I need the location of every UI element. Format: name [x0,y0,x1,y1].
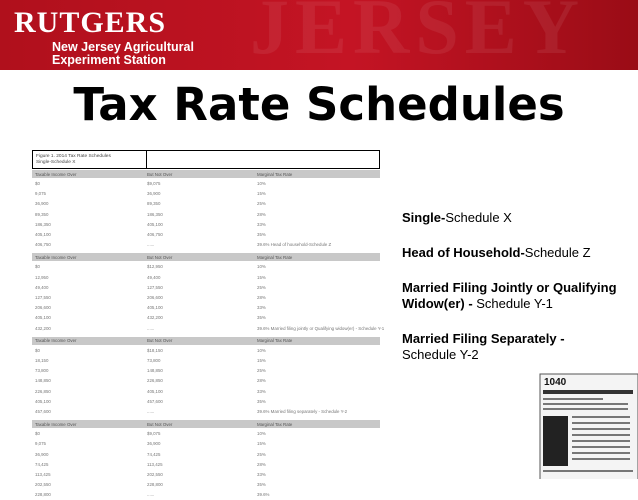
table-cell: 73,800 [35,368,49,374]
table-cell: 35% [257,482,266,488]
table-row [32,431,380,439]
table-row [32,201,380,209]
table-row [32,462,380,470]
table-row [32,285,380,293]
table-cell: 28% [257,378,266,384]
table-row [32,242,380,250]
table-cell: 202,550 [35,482,51,488]
logo-subtitle-line2: Experiment Station [52,53,166,67]
table-cell: 25% [257,368,266,374]
table-row [32,409,380,417]
table-cell: 12,950 [35,274,49,280]
table-cell: 206,600 [35,305,51,311]
table-row [32,482,380,490]
table-cell: 405,100 [35,398,51,404]
table-cell: 113,425 [147,461,163,467]
tax-table-figure [32,150,385,498]
table-row [32,181,380,189]
column-header: Taxable Income Over [35,171,77,177]
table-cell: 39.6% [257,492,270,498]
table-row [32,191,380,199]
table-cell: 35% [257,232,266,237]
table-cell: 9,075 [35,441,46,447]
table-cell: 25% [257,451,266,457]
column-header: Taxable Income Over [35,254,77,260]
table-cell: 39.6% Married filing jointly or Qualifying widow(er) - Schedule Y-1 [257,325,385,331]
table-cell: 15% [257,441,266,447]
figure-caption-line2: Single-Schedule X [36,160,76,165]
table-row [32,212,380,220]
table-cell: 405,100 [35,315,51,321]
table-cell: $9,075 [147,431,161,437]
table-cell: 113,425 [35,471,51,477]
table-cell: 202,550 [147,471,163,477]
table-cell: 228,800 [147,482,163,488]
table-cell: 405,100 [147,221,163,227]
table-row [32,399,380,407]
table-row [32,378,380,386]
table-row [32,441,380,449]
table-row [32,305,380,313]
column-header: But Not Over [147,171,173,177]
column-header: But Not Over [147,421,173,427]
table-cell: 186,350 [35,221,51,227]
column-header: Taxable Income Over [35,421,77,427]
table-cell: $9,075 [147,181,161,186]
table-cell: ...... [147,492,155,498]
table-row [32,264,380,272]
table-cell: 25% [257,284,266,290]
table-cell: 432,200 [35,325,51,331]
table-cell: 33% [257,471,266,477]
table-cell: 127,550 [147,284,163,290]
figure-caption-line1: Figure 1. 2014 Tax Rate Schedules [36,154,111,159]
table-cell: 186,350 [147,211,163,217]
table-cell: 15% [257,191,266,197]
logo-subtitle-line1: New Jersey Agricultural [52,40,194,54]
table-cell: 457,600 [147,398,163,404]
column-header: Marginal Tax Rate [257,421,293,427]
column-header: Marginal Tax Rate [257,338,293,344]
table-cell: 148,850 [35,378,51,384]
table-row [32,232,380,240]
table-cell: 28% [257,461,266,467]
table-cell: 226,850 [35,388,51,394]
table-header-row [32,170,380,178]
table-cell: 10% [257,347,266,353]
form-number: 1040 [544,377,567,388]
table-row [32,452,380,460]
table-cell: 74,425 [35,461,49,467]
table-cell: 35% [257,398,266,404]
form-1040-thumbnail [538,372,638,479]
table-cell: 405,100 [35,232,51,237]
table-cell: 35% [257,315,266,321]
column-header: But Not Over [147,338,173,344]
figure-caption-box [32,150,380,169]
table-cell: ...... [147,242,155,248]
table-cell: 432,200 [147,315,163,321]
table-cell: 49,400 [147,274,161,280]
table-header-row [32,253,380,261]
table-row [32,492,380,500]
table-cell: 33% [257,388,266,394]
caption-divider [146,151,147,168]
table-cell: 15% [257,274,266,280]
table-cell: 36,900 [147,191,161,197]
legend-single: Single-Schedule X [402,210,512,225]
table-cell: $0 [35,431,40,437]
table-cell: 28% [257,294,266,300]
table-cell: 36,900 [35,201,49,207]
table-cell: 9,075 [35,191,46,197]
rutgers-logo: RUTGERS [14,6,167,39]
table-row [32,325,385,334]
column-header: Marginal Tax Rate [257,171,293,177]
table-cell: 405,100 [147,388,163,394]
column-header: But Not Over [147,254,173,260]
schedule-legend [402,210,622,382]
table-row [32,222,380,230]
table-cell: 36,900 [35,451,49,457]
table-cell: 15% [257,357,266,363]
table-cell: 25% [257,201,266,207]
table-row [32,358,380,366]
table-cell: 73,800 [147,357,161,363]
table-cell: 228,800 [35,492,51,498]
table-cell: 36,900 [147,441,161,447]
table-header-row [32,337,380,345]
table-cell: 33% [257,305,266,311]
table-cell: $18,150 [147,347,163,353]
table-cell: 33% [257,221,266,227]
table-cell: 406,750 [35,242,51,248]
column-header: Taxable Income Over [35,338,77,344]
table-row [32,368,380,376]
table-cell: 406,750 [147,232,163,237]
table-cell: 457,600 [35,408,51,414]
table-cell: 405,100 [147,305,163,311]
table-cell: 127,550 [35,294,51,300]
table-cell: $0 [35,347,40,353]
table-cell: ...... [147,325,155,331]
table-cell: 89,350 [35,211,49,217]
table-cell: 226,850 [147,378,163,384]
table-cell: 89,350 [147,201,161,207]
legend-married-separately: Married Filing Separately - Schedule Y-2 [402,331,565,362]
legend-married-jointly: Married Filing Jointly or Qualifying Widow(er) - Schedule Y-1 [402,280,617,311]
table-cell: 39.6% Married filing separately - Schedule Y-2 [257,408,348,414]
header-banner [0,0,638,70]
table-cell: ...... [147,408,155,414]
table-cell: 28% [257,211,266,217]
table-row [32,295,380,303]
table-cell: 49,400 [35,284,49,290]
table-cell: 18,150 [35,357,49,363]
table-cell: 10% [257,431,266,437]
table-row [32,275,380,283]
table-cell: $0 [35,264,40,270]
table-cell: 10% [257,264,266,270]
table-row [32,348,380,356]
legend-head-of-household: Head of Household-Schedule Z [402,245,591,260]
banner-watermark: JERSEY [250,0,586,70]
table-cell: 39.6% Head of household-Schedule Z [257,242,332,248]
table-row [32,315,380,323]
slide-title: Tax Rate Schedules [73,78,565,131]
table-header-row [32,420,380,428]
table-cell: $0 [35,181,40,186]
table-row [32,389,380,397]
column-header: Marginal Tax Rate [257,254,293,260]
table-cell: 148,850 [147,368,163,374]
table-cell: 74,425 [147,451,161,457]
table-cell: 10% [257,181,266,186]
table-cell: $12,950 [147,264,163,270]
table-cell: 206,600 [147,294,163,300]
